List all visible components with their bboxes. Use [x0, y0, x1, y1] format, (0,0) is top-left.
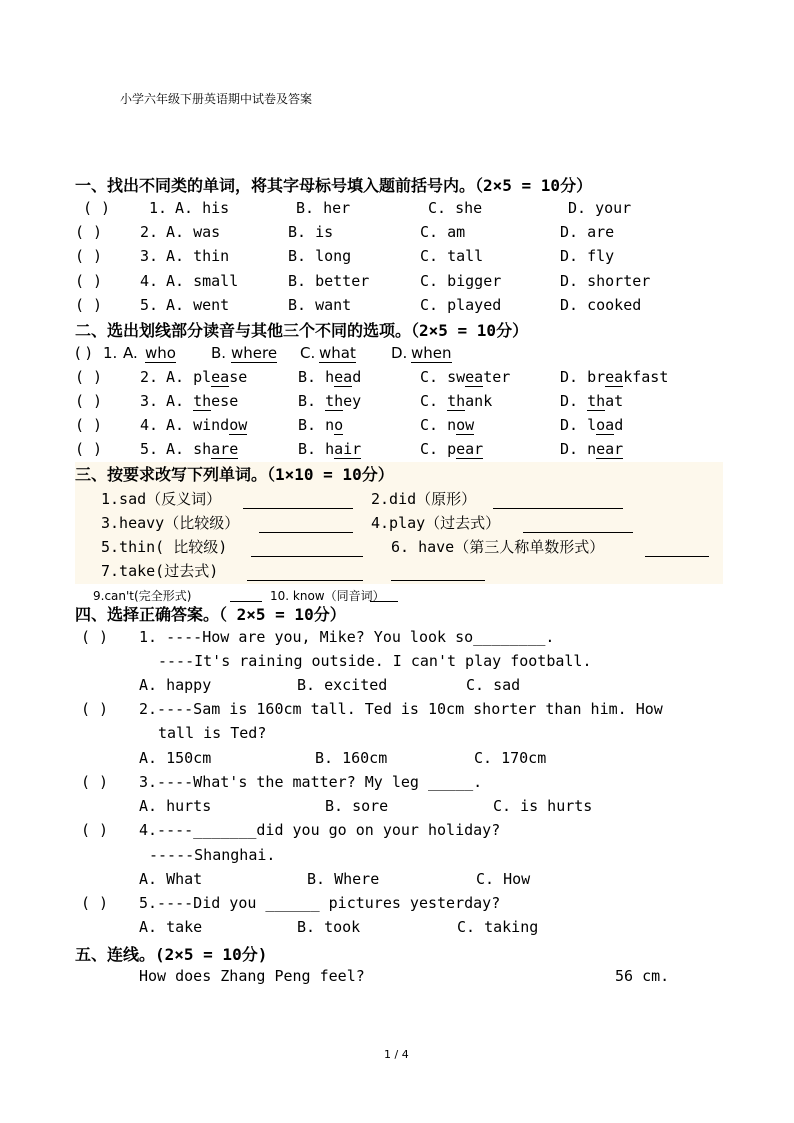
question-5-label: 5.thin( 比较级): [101, 538, 228, 556]
question-9-label: 9.can't(完全形式): [93, 589, 192, 603]
part4-q1-line2: ----It's raining outside. I can't play football.: [158, 652, 592, 670]
question-number: 5.: [140, 440, 159, 458]
option-c-underlined: what: [319, 344, 356, 362]
option-c: C. 170cm: [474, 749, 547, 767]
option-d: D. near: [560, 440, 624, 458]
option-a: A. share: [166, 440, 239, 458]
match-left-item[interactable]: How does Zhang Peng feel?: [139, 967, 365, 985]
option-b-prefix: B.: [211, 344, 227, 362]
option-c: C. is hurts: [493, 797, 593, 815]
part4-q2-line2: tall is Ted?: [158, 724, 267, 742]
option-a-underlined: who: [145, 344, 176, 362]
option-a: A. thin: [166, 247, 230, 265]
answer-bracket[interactable]: ( ): [75, 223, 103, 241]
answer-blank-10[interactable]: [370, 601, 398, 602]
option-c: C. bigger: [420, 272, 502, 290]
option-d: D. your: [568, 199, 632, 217]
option-c-prefix: C.: [300, 344, 316, 362]
answer-blank-7[interactable]: [247, 580, 363, 581]
question-stem: 4.----_______did you go on your holiday?: [139, 821, 501, 839]
question-1-label: 1.sad（反义词）: [101, 490, 222, 508]
option-c: C. now: [420, 416, 475, 434]
option-a: A. these: [166, 392, 239, 410]
answer-bracket[interactable]: ( ): [75, 416, 103, 434]
question-number: 1.: [149, 199, 168, 217]
option-a: A. take: [139, 918, 203, 936]
option-a: A. happy: [139, 676, 212, 694]
option-d-underlined: when: [411, 344, 452, 362]
section-2-heading: 二、选出划线部分读音与其他三个不同的选项。（2×5 = 10分）: [75, 321, 529, 340]
option-c: C. she: [428, 199, 483, 217]
section-4-heading: 四、选择正确答案。（ 2×5 = 10分）: [75, 605, 346, 624]
option-b: B. they: [298, 392, 362, 410]
question-number: 3.: [140, 392, 159, 410]
option-a: A. hurts: [139, 797, 212, 815]
question-stem: 5.----Did you ______ pictures yesterday?: [139, 894, 501, 912]
question-4-label: 4.play（过去式）: [371, 514, 501, 532]
question-10-label: 10. know（同音词）: [270, 589, 385, 603]
option-d: D. shorter: [560, 272, 651, 290]
option-a: A. What: [139, 870, 203, 888]
question-7-label: 7.take(过去式): [101, 562, 219, 580]
option-a: A. went: [166, 296, 230, 314]
question-number: 4.: [140, 416, 159, 434]
option-b: B. took: [297, 918, 361, 936]
answer-bracket[interactable]: ( ): [75, 392, 103, 410]
answer-bracket[interactable]: ( ): [75, 296, 103, 314]
answer-blank-6[interactable]: [645, 556, 709, 557]
question-6-label: 6. have（第三人称单数形式）: [391, 538, 605, 556]
section-1-heading: 一、找出不同类的单词，将其字母标号填入题前括号内。（2×5 = 10分）: [75, 176, 593, 195]
answer-bracket[interactable]: ( ): [81, 821, 109, 839]
option-b: B. head: [298, 368, 362, 386]
question-number: 3.: [140, 247, 159, 265]
answer-blank-5[interactable]: [251, 556, 363, 557]
page-number: 1 / 4: [384, 1048, 409, 1061]
option-b: B. sore: [325, 797, 389, 815]
option-d: D. are: [560, 223, 615, 241]
option-b-underlined: where: [231, 344, 278, 362]
question-2-label: 2.did（原形）: [371, 490, 477, 508]
question-number: 2.: [140, 368, 159, 386]
option-b: B. want: [288, 296, 352, 314]
answer-bracket[interactable]: ( ): [81, 700, 109, 718]
option-c: C. How: [476, 870, 531, 888]
option-b: B. excited: [297, 676, 388, 694]
option-b: B. is: [288, 223, 334, 241]
answer-bracket[interactable]: ( ): [75, 344, 92, 362]
option-a: A. small: [166, 272, 239, 290]
question-number: 1.: [103, 344, 118, 362]
option-a: A. his: [175, 199, 230, 217]
answer-bracket[interactable]: ( ): [81, 628, 109, 646]
question-stem: 3.----What's the matter? My leg _____.: [139, 773, 483, 791]
answer-blank-3[interactable]: [259, 532, 353, 533]
answer-bracket[interactable]: ( ): [83, 199, 111, 217]
answer-blank-2[interactable]: [493, 508, 623, 509]
option-d-prefix: D.: [391, 344, 408, 362]
option-b: B. Where: [307, 870, 380, 888]
document-title: 小学六年级下册英语期中试卷及答案: [120, 92, 313, 106]
question-stem: 2.----Sam is 160cm tall. Ted is 10cm shorter than him. How: [139, 700, 663, 718]
option-b: B. her: [296, 199, 351, 217]
option-d: D. cooked: [560, 296, 642, 314]
section-3-heading: 三、按要求改写下列单词。（1×10 = 10分）: [75, 465, 394, 484]
question-number: 2.: [140, 223, 159, 241]
answer-bracket[interactable]: ( ): [75, 440, 103, 458]
answer-bracket[interactable]: ( ): [75, 247, 103, 265]
option-b: B. better: [288, 272, 370, 290]
option-b: B. long: [288, 247, 352, 265]
option-a: A. window: [166, 416, 248, 434]
option-d: D. breakfast: [560, 368, 669, 386]
answer-blank-4[interactable]: [523, 532, 633, 533]
option-a-prefix: A.: [123, 344, 138, 362]
answer-bracket[interactable]: ( ): [81, 773, 109, 791]
question-3-label: 3.heavy（比较级）: [101, 514, 240, 532]
option-a: A. was: [166, 223, 221, 241]
option-c: C. pear: [420, 440, 484, 458]
question-stem: 1. ----How are you, Mike? You look so________.: [139, 628, 555, 646]
option-c: C. sad: [466, 676, 521, 694]
answer-bracket[interactable]: ( ): [75, 368, 103, 386]
option-a: A. 150cm: [139, 749, 212, 767]
answer-blank-1[interactable]: [243, 508, 353, 509]
option-a: A. please: [166, 368, 248, 386]
option-b: B. 160cm: [315, 749, 388, 767]
answer-bracket[interactable]: ( ): [81, 894, 109, 912]
option-c: C. played: [420, 296, 502, 314]
option-c: C. am: [420, 223, 466, 241]
option-c: C. tall: [420, 247, 484, 265]
question-number: 5.: [140, 296, 159, 314]
answer-bracket[interactable]: ( ): [75, 272, 103, 290]
option-c: C. taking: [457, 918, 539, 936]
option-d: D. that: [560, 392, 624, 410]
option-b: B. no: [298, 416, 344, 434]
part4-q4-line2: -----Shanghai.: [149, 846, 276, 864]
option-d: D. fly: [560, 247, 615, 265]
question-number: 4.: [140, 272, 159, 290]
option-d: D. load: [560, 416, 624, 434]
answer-blank-8[interactable]: [391, 580, 485, 581]
option-c: C. sweater: [420, 368, 511, 386]
section-5-heading: 五、连线。(2×5 = 10分): [75, 945, 268, 964]
option-b: B. hair: [298, 440, 362, 458]
option-c: C. thank: [420, 392, 493, 410]
match-right-item[interactable]: 56 cm.: [615, 967, 670, 985]
